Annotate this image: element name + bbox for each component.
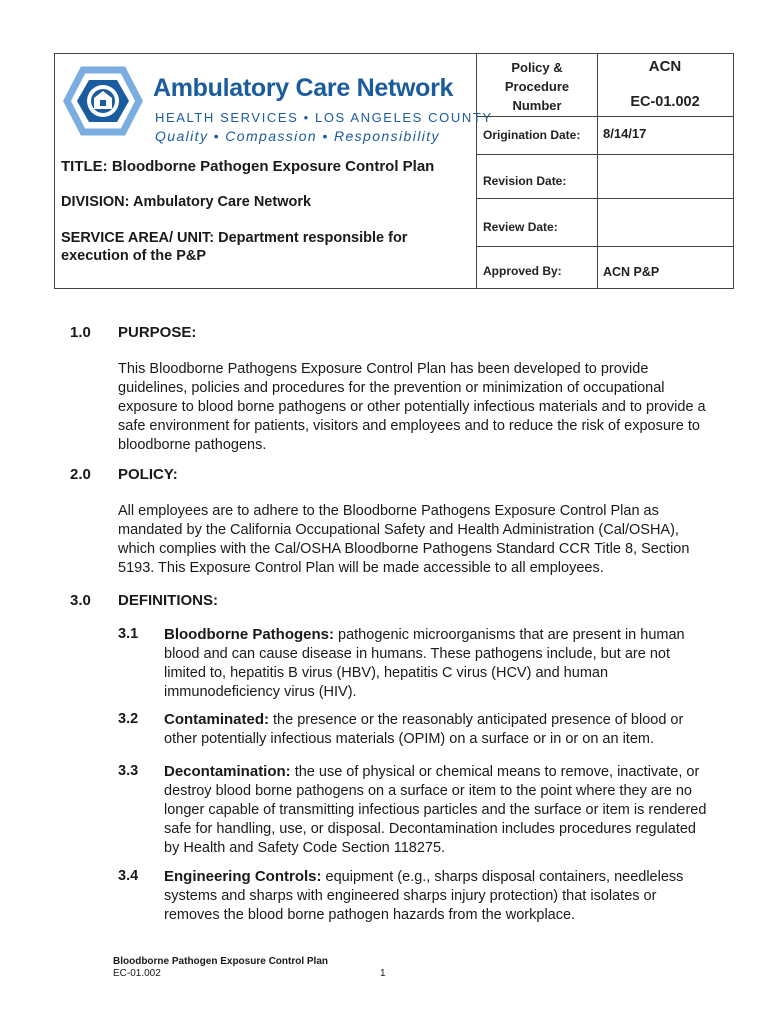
service-area-line: SERVICE AREA/ UNIT: Department responsible for execution of the P&P	[61, 230, 408, 264]
definition-number: 3.1	[118, 626, 139, 642]
logo-tagline: Quality • Compassion • Responsibility	[155, 128, 440, 144]
page-footer	[113, 956, 328, 980]
policy-number-label: Policy & Procedure Number	[504, 60, 570, 113]
definition-term: Bloodborne Pathogens:	[164, 626, 334, 643]
acn-emblem-icon	[57, 60, 149, 142]
approved-by-value: ACN P&P	[603, 265, 660, 279]
column-divider	[597, 54, 598, 288]
document-title: TITLE: Bloodborne Pathogen Exposure Control Plan	[61, 158, 435, 175]
definition-text: equipment (e.g., sharps disposal containers, needleless systems and sharps with engineered sharps injury protection) that isolates or removes the blood borne pathogen hazards from the workplace.	[164, 869, 684, 923]
definition-text: the use of physical or chemical means to remove, inactivate, or destroy blood borne pathogens on a surface or item to the point where they are no longer capable of transmitting infectious particles and the surface or item is rendered safe for handling, use, or disposal. Decontamination includes procedures regulated by Health and Safety Code Section 118275.	[164, 764, 707, 856]
header-left-panel	[55, 54, 493, 288]
definition-number: 3.4	[118, 868, 139, 884]
section-title-purpose: PURPOSE:	[118, 324, 197, 341]
purpose-paragraph: This Bloodborne Pathogens Exposure Control Plan has been developed to provide guidelines, policies and procedures for the prevention or minimization of occupational exposure to blood borne pathogens or other potentially infectious materials and to provide a safe environment for patients, visitors and employees and to reduce the risk of exposure to bloodborne pathogens.	[118, 361, 706, 453]
footer-code: EC-01.002	[113, 968, 161, 979]
row-divider	[477, 246, 733, 247]
division-line: DIVISION: Ambulatory Care Network	[61, 194, 312, 210]
footer-title: Bloodborne Pathogen Exposure Control Plan	[113, 956, 329, 967]
section-title-policy: POLICY:	[118, 466, 178, 483]
definition-term: Engineering Controls:	[164, 868, 322, 885]
row-divider	[477, 116, 733, 117]
definition-item	[164, 710, 709, 749]
row-divider	[477, 154, 733, 155]
policy-number-value: EC-01.002	[630, 94, 700, 110]
review-date-label: Review Date:	[483, 220, 558, 234]
definition-term: Contaminated:	[164, 711, 269, 728]
header-right-panel	[477, 54, 733, 288]
acn-label: ACN	[648, 58, 682, 75]
header-table	[54, 53, 734, 289]
section-number-policy: 2.0	[70, 466, 91, 483]
origination-date-value: 8/14/17	[603, 126, 647, 141]
approved-by-label: Approved By:	[483, 264, 562, 278]
section-number-definitions: 3.0	[70, 592, 91, 609]
logo-title: Ambulatory Care Network	[153, 74, 454, 102]
definition-text: pathogenic microorganisms that are present in human blood and can cause disease in humans. These pathogens include, but are not limited to, hepatitis B virus (HBV), hepatitis C virus (HCV) and human immunodeficiency virus (HIV).	[164, 627, 685, 700]
acn-logo	[57, 60, 493, 144]
revision-date-label: Revision Date:	[483, 174, 567, 188]
section-number-purpose: 1.0	[70, 324, 91, 341]
row-divider	[477, 198, 733, 199]
logo-subtitle: HEALTH SERVICES • LOS ANGELES COUNTY	[155, 110, 493, 125]
policy-paragraph: All employees are to adhere to the Bloodborne Pathogens Exposure Control Plan as mandated by the California Occupational Safety and Health Administration (Cal/OSHA), which complies with the Cal/OSHA Bloodborne Pathogens Standard CCR Title 8, Section 5193. This Exposure Control Plan will be made accessible to all employees.	[118, 503, 690, 576]
definition-term: Decontamination:	[164, 763, 291, 780]
definition-text: the presence or the reasonably anticipated presence of blood or other potentially infectious materials (OPIM) on a surface or in or on an item.	[164, 712, 684, 747]
page-number: 1	[380, 968, 386, 979]
definition-item	[164, 762, 709, 858]
section-title-definitions: DEFINITIONS:	[118, 592, 218, 609]
definition-number: 3.2	[118, 711, 139, 727]
origination-date-label: Origination Date:	[483, 128, 581, 142]
definition-number: 3.3	[118, 763, 139, 779]
definition-item	[164, 625, 709, 702]
definition-item	[164, 867, 709, 925]
